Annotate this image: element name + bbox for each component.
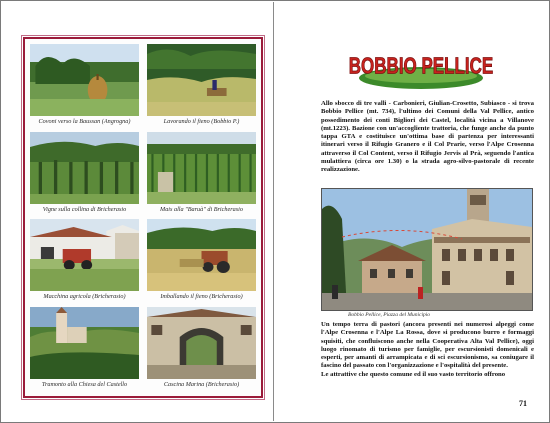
left-page	[2, 2, 274, 421]
photo-caption: Lavorando il fieno (Bobbio P.)	[163, 118, 240, 125]
hay-baling-photo	[147, 219, 256, 291]
photo-caption: Imballando il fieno (Bricherasio)	[160, 293, 243, 300]
haystack-photo	[30, 44, 139, 116]
body-paragraph-text: Un tempo terra di pastori (ancora presenti nei numerosi alpeggi come l'Alpe Crosenna e l'Alpe La Rossa, dove si producono burro e formaggi squisiti, che confluiscono anche nella Cooperativa Alta Val Pellice), oggi luogo rinomato di turismo per famiglie, per escursionisti domenicali e esperti, per amanti di arrampicata e di sci escursionismo, sa coniugare il fascino del passato con l'organizzazione e l'ospitalità del presente.	[321, 321, 534, 370]
photo-cell	[30, 219, 139, 305]
photo-cell	[147, 44, 256, 130]
photo-caption: Macchina agricola (Bricherasio)	[43, 293, 126, 300]
corn-field-photo	[147, 132, 256, 204]
vineyard-photo	[30, 132, 139, 204]
page-number: 71	[519, 399, 527, 408]
photo-collage-frame	[23, 37, 263, 398]
photo-grid	[30, 44, 256, 392]
church-sunset-photo	[30, 307, 139, 379]
hay-work-photo	[147, 44, 256, 116]
body-paragraph	[321, 321, 534, 379]
svg-text:BOBBIO PELLICE: BOBBIO PELLICE	[348, 54, 494, 80]
right-page	[274, 2, 549, 421]
photo-caption: Vigne sulla collina di Bricherasio	[42, 205, 127, 213]
photo-caption: Tramonto alla Chiesa del Castello	[41, 380, 128, 388]
bobbio-pellice-logo	[348, 48, 494, 92]
photo-caption: Cascina Marina (Bricherasio)	[163, 380, 240, 388]
intro-paragraph: Allo sbocco di tre valli - Carbonieri, Giulian-Crosetto, Subiasco - si trova Bobbio Pellice (mt. 734), l'ultimo dei Comuni della Val Pellice, antico possedimento dei conti Bigliori dei Castel, località vicina a Villanove (mt.1223). Bazione con un'accogliente trattoria, che funge anche da punto tappa GTA e costituisce un'ottima base di partenza per interessanti itinerari verso il Rifugio Granero e il Col Prarie, verso l'Alpe Crosenna attraverso il Col Content, verso il Rifugio Jervis al Prà, seguendo l'antica mulattiera (circa ore 1.30) o la strada agro-silvo-pastorale di recente realizzazione.	[321, 100, 534, 174]
photo-cell	[147, 307, 256, 393]
photo-cell	[30, 44, 139, 130]
photo-caption: Mais alla "Baruà" di Bricherasio	[160, 205, 243, 213]
photo-cell	[30, 132, 139, 218]
photo-cell	[147, 132, 256, 218]
photo-cell	[147, 219, 256, 305]
village-square-photo	[321, 188, 533, 311]
farm-machine-photo	[30, 219, 139, 291]
photo-caption: Covoni verso la Baussan (Angrogna)	[38, 118, 131, 125]
last-paragraph-text: Le attrattive che questo comune ed il suo vasto territorio offrono	[321, 370, 506, 378]
farmhouse-arch-photo	[147, 307, 256, 379]
photo-caption: Bobbio Pellice, Piazza del Municipio	[348, 312, 431, 318]
photo-cell	[30, 307, 139, 393]
